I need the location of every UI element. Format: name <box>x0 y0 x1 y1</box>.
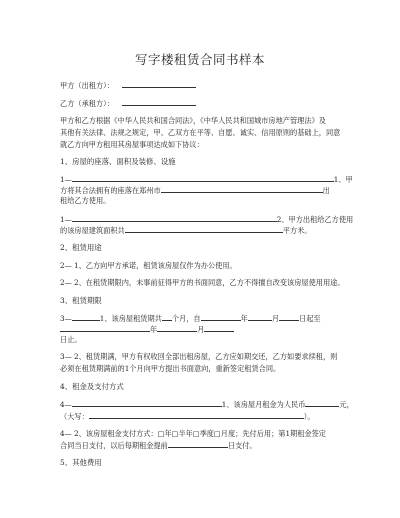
section-1-line-2: 方将其合法拥有的座落在郑州市 出 <box>60 186 330 195</box>
section-4-line-1: 4— 1、该房屋月租金为人民币 元， <box>60 400 354 409</box>
section-4-line-2: （大写： ）。 <box>60 412 315 421</box>
section-4-line-4: 合同当日支付，以后每期租金提前 日支付。 <box>60 441 257 450</box>
party-a-line <box>60 80 360 90</box>
party-b-line <box>60 98 360 108</box>
section-3-heading: 3、租赁期限 <box>60 296 102 305</box>
section-1-area-blank <box>125 225 283 233</box>
section-3-months-blank <box>162 313 172 321</box>
section-2-line-2: 2— 2、在租赁期限内，未事前征得甲方的书面同意，乙方不得擅自改变该房屋使用用途。 <box>60 278 345 287</box>
intro-line-3: 就乙方向甲方租用其房屋事项达成如下协议： <box>60 140 204 149</box>
section-2-line-1: 2— 1、乙方向甲方承诺，租赁该房屋仅作为办公使用。 <box>60 261 237 270</box>
section-1-line-3: 租给乙方使用。 <box>60 196 111 205</box>
section-3-line-1: 3— 1、该房屋租赁期共 个月，自 年 月 日起至 <box>60 314 321 323</box>
section-3-end-month-blank <box>157 324 197 332</box>
section-3-line-4: 3— 2、租赁期满，甲方有权收回全部出租房屋，乙方应如期交还，乙方如要求续租，则 <box>60 352 338 361</box>
section-3-line-3: 日止。 <box>60 335 82 344</box>
section-4-line-3: 4— 2、该房屋租金支付方式：□年□半年□季度□月度；先付后用；第1期租金签定 <box>60 429 326 438</box>
section-3-line-5: 必须在租赁期满前的1个月向甲方提出书面意向，重新签定租赁合同。 <box>60 364 281 373</box>
section-5-heading: 5、其他费用 <box>60 458 102 467</box>
section-3-end-year-blank <box>60 324 150 332</box>
section-3-blank-a <box>72 313 100 321</box>
section-4-rent-words-blank <box>89 411 304 419</box>
section-2-heading: 2、租赁用途 <box>60 243 102 252</box>
section-4-heading: 4、租金及支付方式 <box>60 382 124 391</box>
party-a-blank <box>122 80 196 88</box>
intro-line-1: 甲方和乙方根据《中华人民共和国合同法》，《中华人民共和国城市房地产管理法》及 <box>60 116 326 125</box>
section-3-line-2: 年 月 <box>60 324 360 334</box>
section-3-start-month-blank <box>248 313 272 321</box>
section-1-address-blank <box>161 185 323 193</box>
section-1-blank-2 <box>72 214 277 222</box>
section-3-start-day-blank <box>279 313 299 321</box>
section-4-days-blank <box>168 440 228 448</box>
section-4-rent-blank <box>305 399 339 407</box>
section-4-blank-a <box>72 399 222 407</box>
section-1-heading: 1、房屋的座落、面积及装修、设施 <box>60 157 176 166</box>
party-a-label: 甲方（出租方）： <box>60 81 114 90</box>
party-b-blank <box>122 98 196 106</box>
section-3-start-year-blank <box>201 313 241 321</box>
document-title: 写字楼租赁合同书样本 <box>134 52 265 67</box>
section-3-end-day-blank <box>204 324 234 332</box>
section-1-line-1: 1— 1、甲 <box>60 175 353 184</box>
section-1-blank-1 <box>72 174 334 182</box>
section-1-line-4: 1— 2、甲方出租给乙方使用 <box>60 215 354 224</box>
section-1-line-5: 的该房屋建筑面积共 平方米。 <box>60 226 312 235</box>
party-b-label: 乙方（承租方）： <box>60 99 114 108</box>
intro-line-2: 其他有关法律、法规之规定，甲、乙双方在平等、自愿、诚实、信用原则的基础上，同意 <box>60 128 341 137</box>
